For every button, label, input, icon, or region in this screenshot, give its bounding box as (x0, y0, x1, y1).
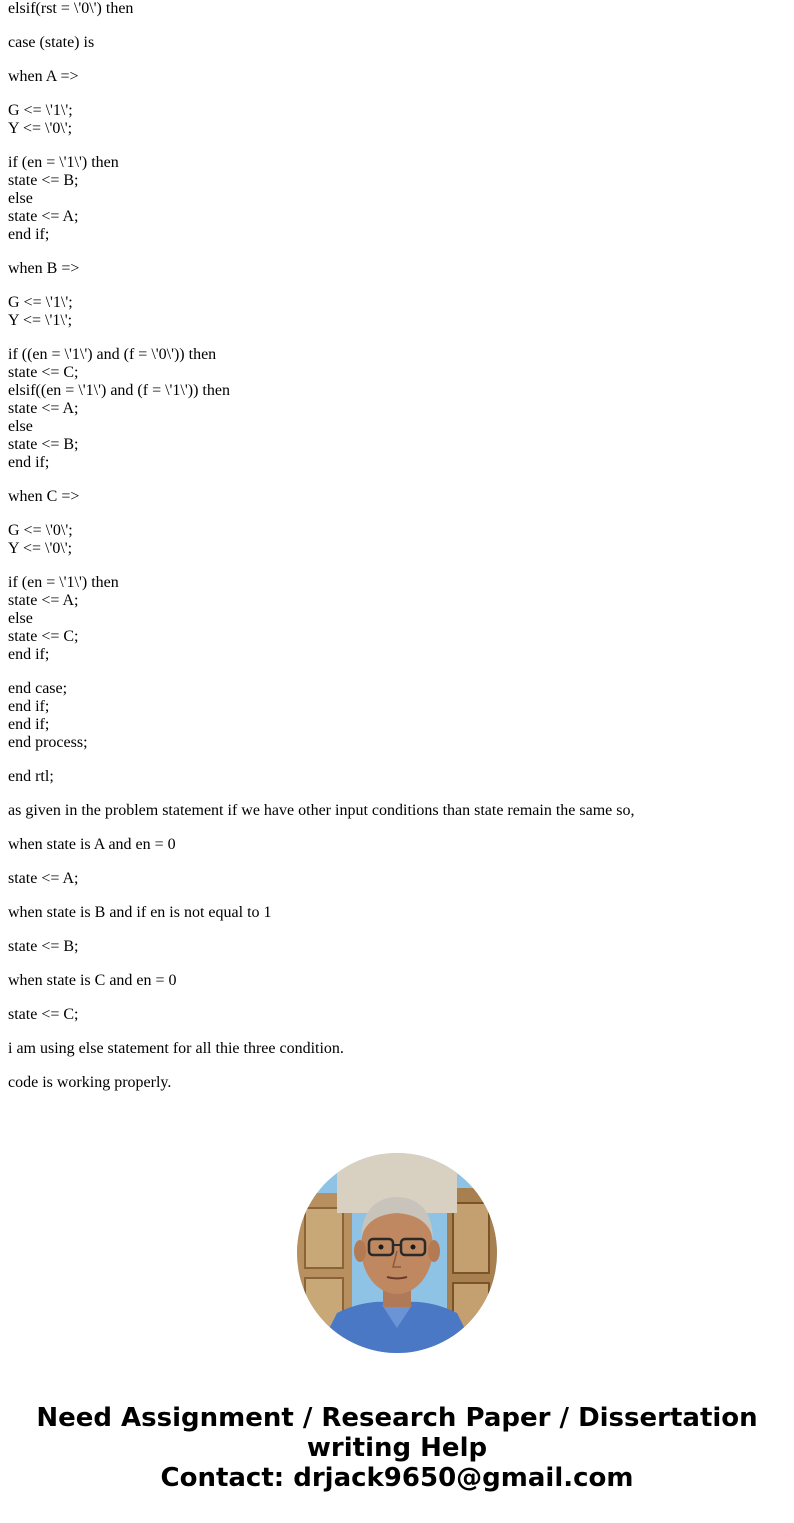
code-line: when A => (8, 68, 79, 85)
code-block (8, 154, 786, 244)
code-line: end if; (8, 226, 50, 243)
code-block (8, 260, 786, 278)
code-line: G <= \'0\'; (8, 522, 73, 539)
code-line: end if; (8, 716, 50, 733)
code-line: else (8, 418, 33, 435)
answer-content (8, 0, 786, 1108)
explanation-paragraph: state <= A; (8, 870, 79, 887)
code-block (8, 294, 786, 330)
explanation-paragraph: state <= C; (8, 1006, 79, 1023)
code-line: when B => (8, 260, 80, 277)
code-line: else (8, 610, 33, 627)
code-line: case (state) is (8, 34, 95, 51)
code-block (8, 346, 786, 472)
code-line: end process; (8, 734, 88, 751)
code-block (8, 488, 786, 506)
explanation-paragraph: when state is B and if en is not equal to 1 (8, 904, 272, 921)
code-block (8, 0, 786, 18)
vhdl-code (8, 0, 786, 786)
code-line: elsif((en = \'1\') and (f = \'1\')) then (8, 382, 230, 399)
code-block (8, 68, 786, 86)
promo-footer (0, 1403, 794, 1493)
code-line: end rtl; (8, 768, 54, 785)
code-line: Y <= \'1\'; (8, 312, 73, 329)
code-line: G <= \'1\'; (8, 294, 73, 311)
code-block (8, 768, 786, 786)
code-line: state <= C; (8, 364, 79, 381)
code-line: end if; (8, 698, 50, 715)
code-line: state <= B; (8, 172, 79, 189)
code-line: Y <= \'0\'; (8, 120, 73, 137)
code-line: state <= A; (8, 400, 79, 417)
code-line: if (en = \'1\') then (8, 154, 119, 171)
contact-line: Contact: drjack9650@gmail.com (160, 1463, 634, 1493)
code-line: state <= C; (8, 628, 79, 645)
explanation-paragraph: code is working properly. (8, 1074, 172, 1091)
code-block (8, 680, 786, 752)
promo-line-2: writing Help (306, 1433, 488, 1463)
code-line: if (en = \'1\') then (8, 574, 119, 591)
code-line: else (8, 190, 33, 207)
code-line: when C => (8, 488, 80, 505)
portrait-image (297, 1153, 497, 1353)
code-block (8, 522, 786, 558)
explanation-paragraph: when state is A and en = 0 (8, 836, 176, 853)
explanation-text (8, 802, 786, 1092)
author-photo (297, 1153, 497, 1353)
code-line: end case; (8, 680, 68, 697)
code-line: if ((en = \'1\') and (f = \'0\')) then (8, 346, 217, 363)
code-block (8, 34, 786, 52)
code-line: end if; (8, 454, 50, 471)
explanation-paragraph: as given in the problem statement if we have other input conditions than state remain the same so, (8, 802, 635, 819)
code-line: Y <= \'0\'; (8, 540, 73, 557)
code-line: elsif(rst = \'0\') then (8, 0, 134, 17)
code-line: end if; (8, 646, 50, 663)
explanation-paragraph: when state is C and en = 0 (8, 972, 177, 989)
promo-line-1: Need Assignment / Research Paper / Dissertation (36, 1403, 758, 1433)
code-line: state <= A; (8, 208, 79, 225)
code-line: G <= \'1\'; (8, 102, 73, 119)
explanation-paragraph: i am using else statement for all thie three condition. (8, 1040, 344, 1057)
code-block (8, 102, 786, 138)
code-block (8, 574, 786, 664)
code-line: state <= A; (8, 592, 79, 609)
code-line: state <= B; (8, 436, 79, 453)
explanation-paragraph: state <= B; (8, 938, 79, 955)
